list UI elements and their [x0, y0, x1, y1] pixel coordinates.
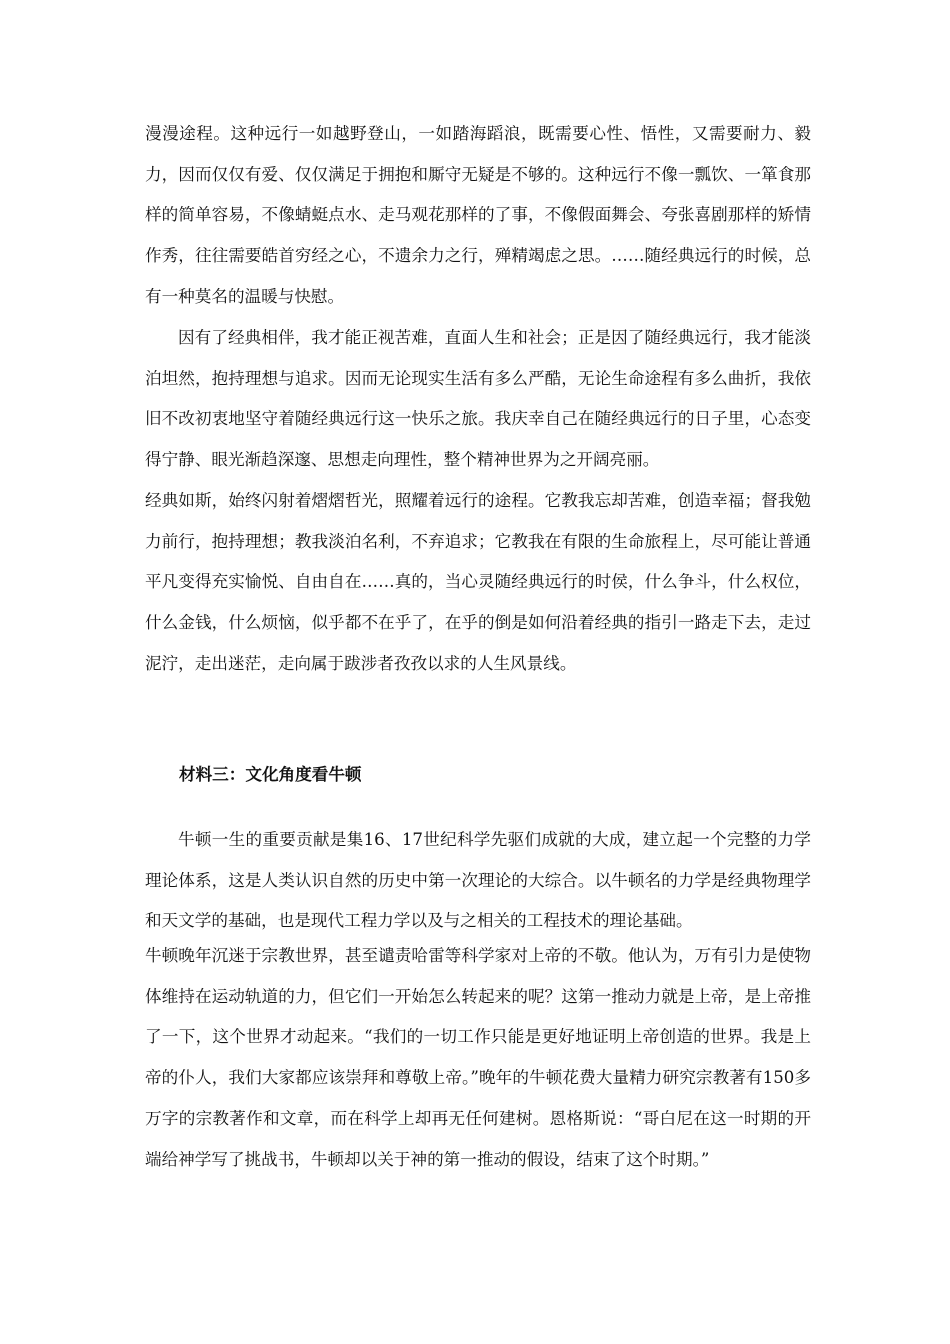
- paragraph-newton-religion: 牛顿晚年沉迷于宗教世界，甚至谴责哈雷等科学家对上帝的不敬。他认为，万有引力是使物体维持在运动轨道的力，但它们一开始怎么转起来的呢？这第一推动力就是上帝，是上帝推了一下，这个世界才动起来。“我们的一切工作只能是更好地证明上帝创造的世界。我是上帝的仆人，我们大家都应该崇拜和尊敬上帝。”晚年的牛顿花费大量精力研究宗教著有150多万字的宗教著作和文章，而在科学上却再无任何建树。恩格斯说：“哥白尼在这一时期的开端给神学写了挑战书，牛顿却以关于神的第一推动的假设，结束了这个时期。”: [145, 946, 811, 1169]
- paragraph-journey-continued: 漫漫途程。这种远行一如越野登山，一如踏海蹈浪，既需要心性、悟性，又需要耐力、毅力，因而仅仅有爱、仅仅满足于拥抱和厮守无疑是不够的。这种远行不像一瓢饮、一箪食那样的简单容易，不像蜻蜓点水、走马观花那样的了事，不像假面舞会、夸张喜剧那样的矫情作秀，往往需要皓首穷经之心，不遗余力之行，殚精竭虑之思。……随经典远行的时候，总有一种莫名的温暖与快慰。: [145, 124, 811, 306]
- paragraph-classics-companion: 因有了经典相伴，我才能正视苦难，直面人生和社会；正是因了随经典远行，我才能淡泊坦然，抱持理想与追求。因而无论现实生活有多么严酷，无论生命途程有多么曲折，我依旧不改初衷地坚守着随经典远行这一快乐之旅。我庆幸自己在随经典远行的日子里，心态变得宁静、眼光渐趋深邃、思想走向理性，整个精神世界为之开阔亮丽。: [145, 328, 811, 470]
- paragraph-classics-shine: 经典如斯，始终闪射着熠熠哲光，照耀着远行的途程。它教我忘却苦难，创造幸福；督我勉力前行，抱持理想；教我淡泊名利，不弃追求；它教我在有限的生命旅程上，尽可能让普通平凡变得充实愉悦、自由自在……真的，当心灵随经典远行的时侯，什么争斗，什么权位，什么金钱，什么烦恼，似乎都不在乎了，在乎的倒是如何沿着经典的指引一路走下去，走过泥泞，走出迷茫，走向属于跋涉者孜孜以求的人生风景线。: [145, 491, 811, 673]
- section-heading: 材料三：文化角度看牛顿: [179, 765, 362, 784]
- paragraph-newton-contribution: 牛顿一生的重要贡献是集16、17世纪科学先驱们成就的大成，建立起一个完整的力学理论体系，这是人类认识自然的历史中第一次理论的大综合。以牛顿名的力学是经典物理学和天文学的基础，也是现代工程力学以及与之相关的工程技术的理论基础。: [145, 830, 811, 931]
